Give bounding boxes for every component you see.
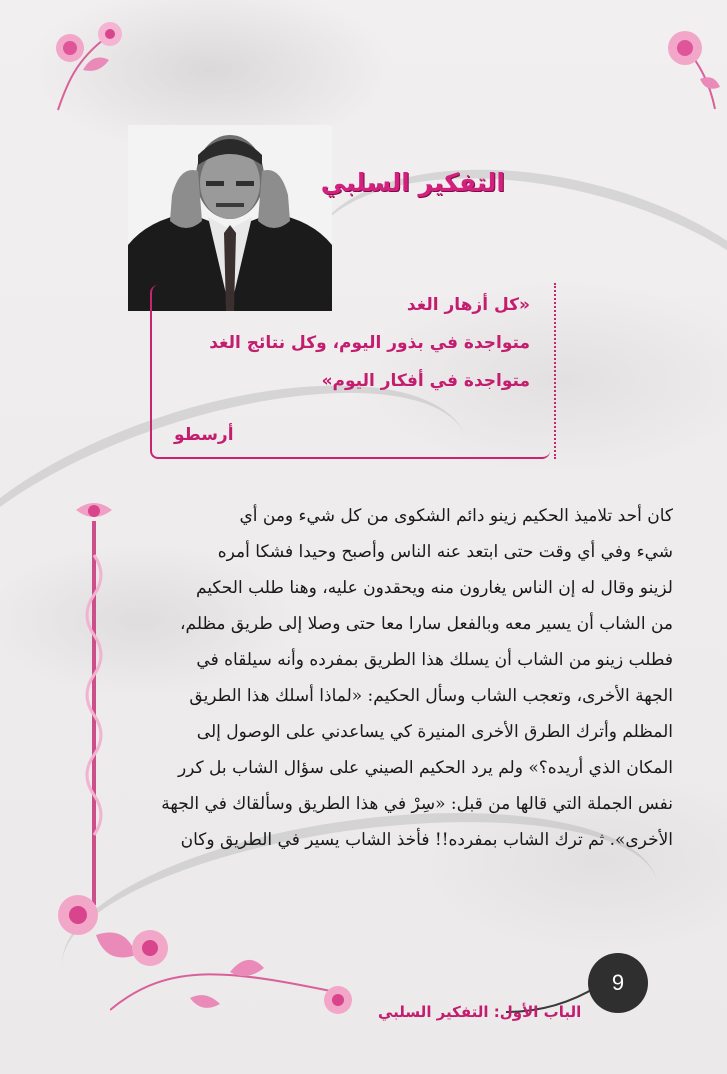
body-line: فطلب زينو من الشاب أن يسلك هذا الطريق بمفرده وأنه سيلقاه في [196, 650, 673, 670]
body-line: المظلم وأترك الطرق الأخرى المنيرة كي يساعدني على الوصول إلى [196, 722, 673, 742]
body-line: من الشاب أن يسير معه وبالفعل سارا معا حتى وصلا إلى طريق مظلم، [180, 614, 673, 634]
body-line: المكان الذي أريده؟» ولم يرد الحكيم الصيني على سؤال الشاب بل كرر [177, 758, 673, 778]
quote-line: متواجدة في بذور اليوم، وكل نتائج الغد [209, 333, 530, 353]
quote-author: أرسطو [174, 425, 234, 445]
body-paragraph [98, 498, 673, 858]
flower-ornament-top-right [655, 14, 727, 114]
quote-box [150, 285, 550, 459]
body-line: الجهة الأخرى، وتعجب الشاب وسأل الحكيم: «لماذا أسلك هذا الطريق [189, 686, 673, 706]
body-line: كان أحد تلاميذ الحكيم زينو دائم الشكوى من كل شيء ومن أي [239, 506, 673, 526]
man-covering-ears-photo [128, 125, 332, 311]
flower-ornament-bottom [110, 900, 360, 1030]
body-line: شيء وفي أي وقت حتى ابتعد عنه الناس وأصبح وحيدا فشكا أمره [217, 542, 673, 562]
chapter-footer: الباب الأول: التفكير السلبي [378, 1003, 582, 1021]
body-line: نفس الجملة التي قالها من قبل: «سِرْ في هذا الطريق وسألقاك في الجهة [161, 794, 673, 814]
body-line: لزينو وقال له إن الناس يغارون منه ويحقدون عليه، وهنا طلب الحكيم [195, 578, 673, 598]
page-title: التفكير السلبي [320, 168, 505, 197]
quote-line: متواجدة في أفكار اليوم» [321, 371, 530, 391]
body-line: الأخرى». ثم ترك الشاب بمفرده!! فأخذ الشاب يسير في الطريق وكان [180, 830, 673, 850]
quote-line: «كل أزهار الغد [406, 295, 530, 315]
flower-ornament-top-left [48, 10, 138, 120]
page-number-badge: 9 [588, 953, 648, 1013]
